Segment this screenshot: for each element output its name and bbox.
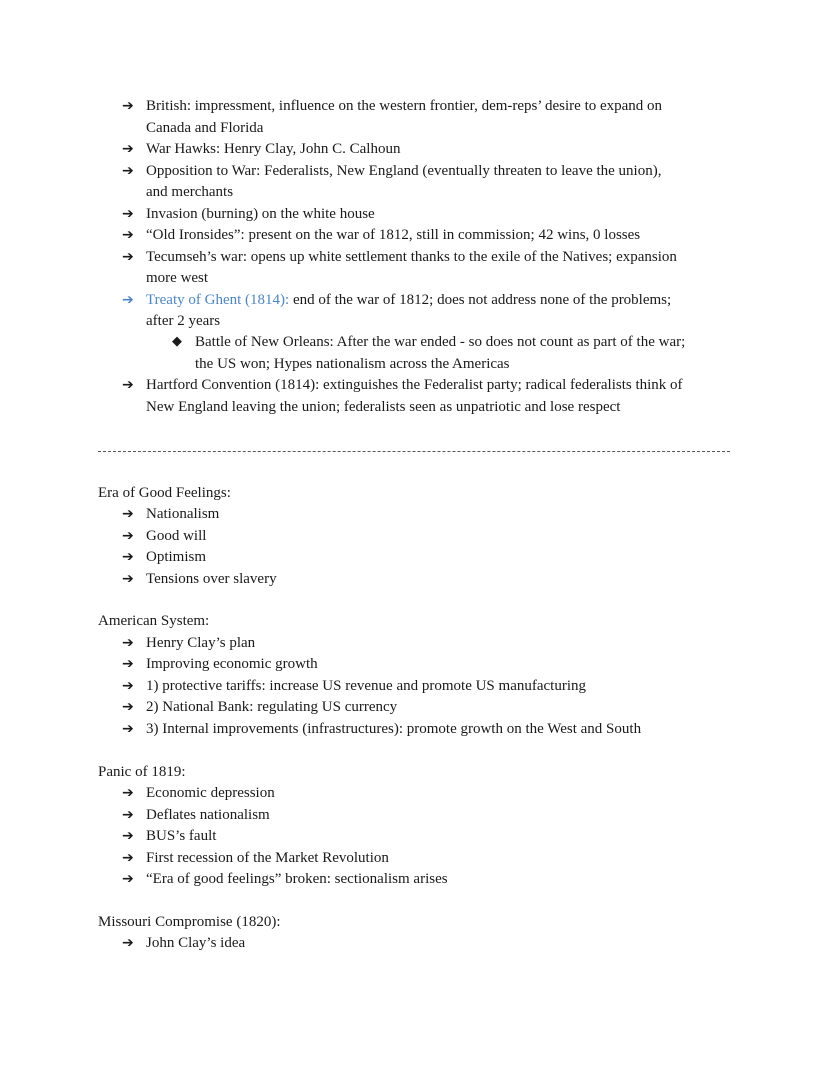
section-heading: Panic of 1819: — [98, 764, 186, 780]
item-text: Improving economic growth — [146, 656, 318, 672]
item-text: Hartford Convention (1814): extinguishes the Federalist party; radical federalists think of — [146, 377, 683, 393]
item-text: and merchants — [146, 184, 234, 200]
item-text: First recession of the Market Revolution — [146, 850, 389, 866]
arrow-bullet-icon: ➔ — [122, 871, 134, 887]
arrow-bullet-icon: ➔ — [122, 935, 134, 951]
item-text: War Hawks: Henry Clay, John C. Calhoun — [146, 141, 401, 157]
arrow-bullet-icon: ➔ — [122, 377, 134, 393]
item-text: BUS’s fault — [146, 828, 217, 844]
item-text: Nationalism — [146, 506, 220, 522]
arrow-bullet-icon: ➔ — [122, 807, 134, 823]
item-text: Opposition to War: Federalists, New England (eventually threaten to leave the union), — [146, 163, 662, 179]
item-text: Optimism — [146, 549, 207, 565]
item-text: New England leaving the union; federalists seen as unpatriotic and lose respect — [146, 399, 621, 415]
arrow-bullet-icon: ➔ — [122, 828, 134, 844]
item-text — [146, 292, 671, 309]
item-text: “Era of good feelings” broken: sectionalism arises — [146, 871, 448, 887]
item-text: Invasion (burning) on the white house — [146, 206, 375, 222]
arrow-bullet-icon: ➔ — [122, 506, 134, 522]
item-text: Economic depression — [146, 785, 275, 801]
item-text: Deflates nationalism — [146, 807, 270, 823]
arrow-bullet-icon: ➔ — [122, 721, 134, 737]
arrow-bullet-icon: ➔ — [122, 699, 134, 715]
section-heading: Era of Good Feelings: — [98, 485, 231, 501]
arrow-bullet-icon: ➔ — [122, 249, 134, 265]
arrow-bullet-icon: ➔ — [122, 656, 134, 672]
item-text: “Old Ironsides”: present on the war of 1812, still in commission; 42 wins, 0 losses — [146, 227, 641, 243]
item-text: British: impressment, influence on the western frontier, dem-reps’ desire to expand on — [146, 98, 663, 114]
dashed-divider — [98, 451, 730, 452]
arrow-bullet-icon: ➔ — [122, 163, 134, 179]
arrow-bullet-icon: ➔ — [122, 98, 134, 114]
arrow-bullet-icon: ➔ — [122, 549, 134, 565]
section-heading: Missouri Compromise (1820): — [98, 914, 281, 930]
arrow-bullet-icon: ➔ — [122, 206, 134, 222]
section-heading: American System: — [98, 613, 210, 629]
arrow-bullet-icon: ➔ — [122, 227, 134, 243]
item-text: Henry Clay’s plan — [146, 635, 256, 651]
item-text: Canada and Florida — [146, 120, 264, 136]
treaty-of-ghent-link[interactable]: Treaty of Ghent (1814): — [146, 292, 290, 308]
item-text: 3) Internal improvements (infrastructures): promote growth on the West and South — [146, 721, 642, 737]
arrow-bullet-icon: ➔ — [122, 141, 134, 157]
item-text: more west — [146, 270, 209, 286]
item-text: 2) National Bank: regulating US currency — [146, 699, 398, 715]
arrow-bullet-icon: ➔ — [122, 785, 134, 801]
item-text: Battle of New Orleans: After the war ended - so does not count as part of the war; — [195, 334, 686, 350]
arrow-bullet-icon: ➔ — [122, 635, 134, 651]
item-text-rest: end of the war of 1812; does not address none of the problems; — [289, 292, 672, 308]
item-text: the US won; Hypes nationalism across the Americas — [195, 356, 510, 372]
diamond-bullet-icon: ◆ — [172, 334, 182, 349]
item-text: 1) protective tariffs: increase US revenue and promote US manufacturing — [146, 678, 586, 694]
item-text: Tecumseh’s war: opens up white settlement thanks to the exile of the Natives; expansion — [146, 249, 677, 265]
item-text: Good will — [146, 528, 207, 544]
arrow-bullet-icon: ➔ — [122, 850, 134, 866]
arrow-bullet-icon: ➔ — [122, 292, 134, 308]
item-text: John Clay’s idea — [146, 935, 246, 951]
arrow-bullet-icon: ➔ — [122, 528, 134, 544]
item-text: Tensions over slavery — [146, 571, 277, 587]
arrow-bullet-icon: ➔ — [122, 571, 134, 587]
arrow-bullet-icon: ➔ — [122, 678, 134, 694]
item-text: after 2 years — [146, 313, 221, 329]
